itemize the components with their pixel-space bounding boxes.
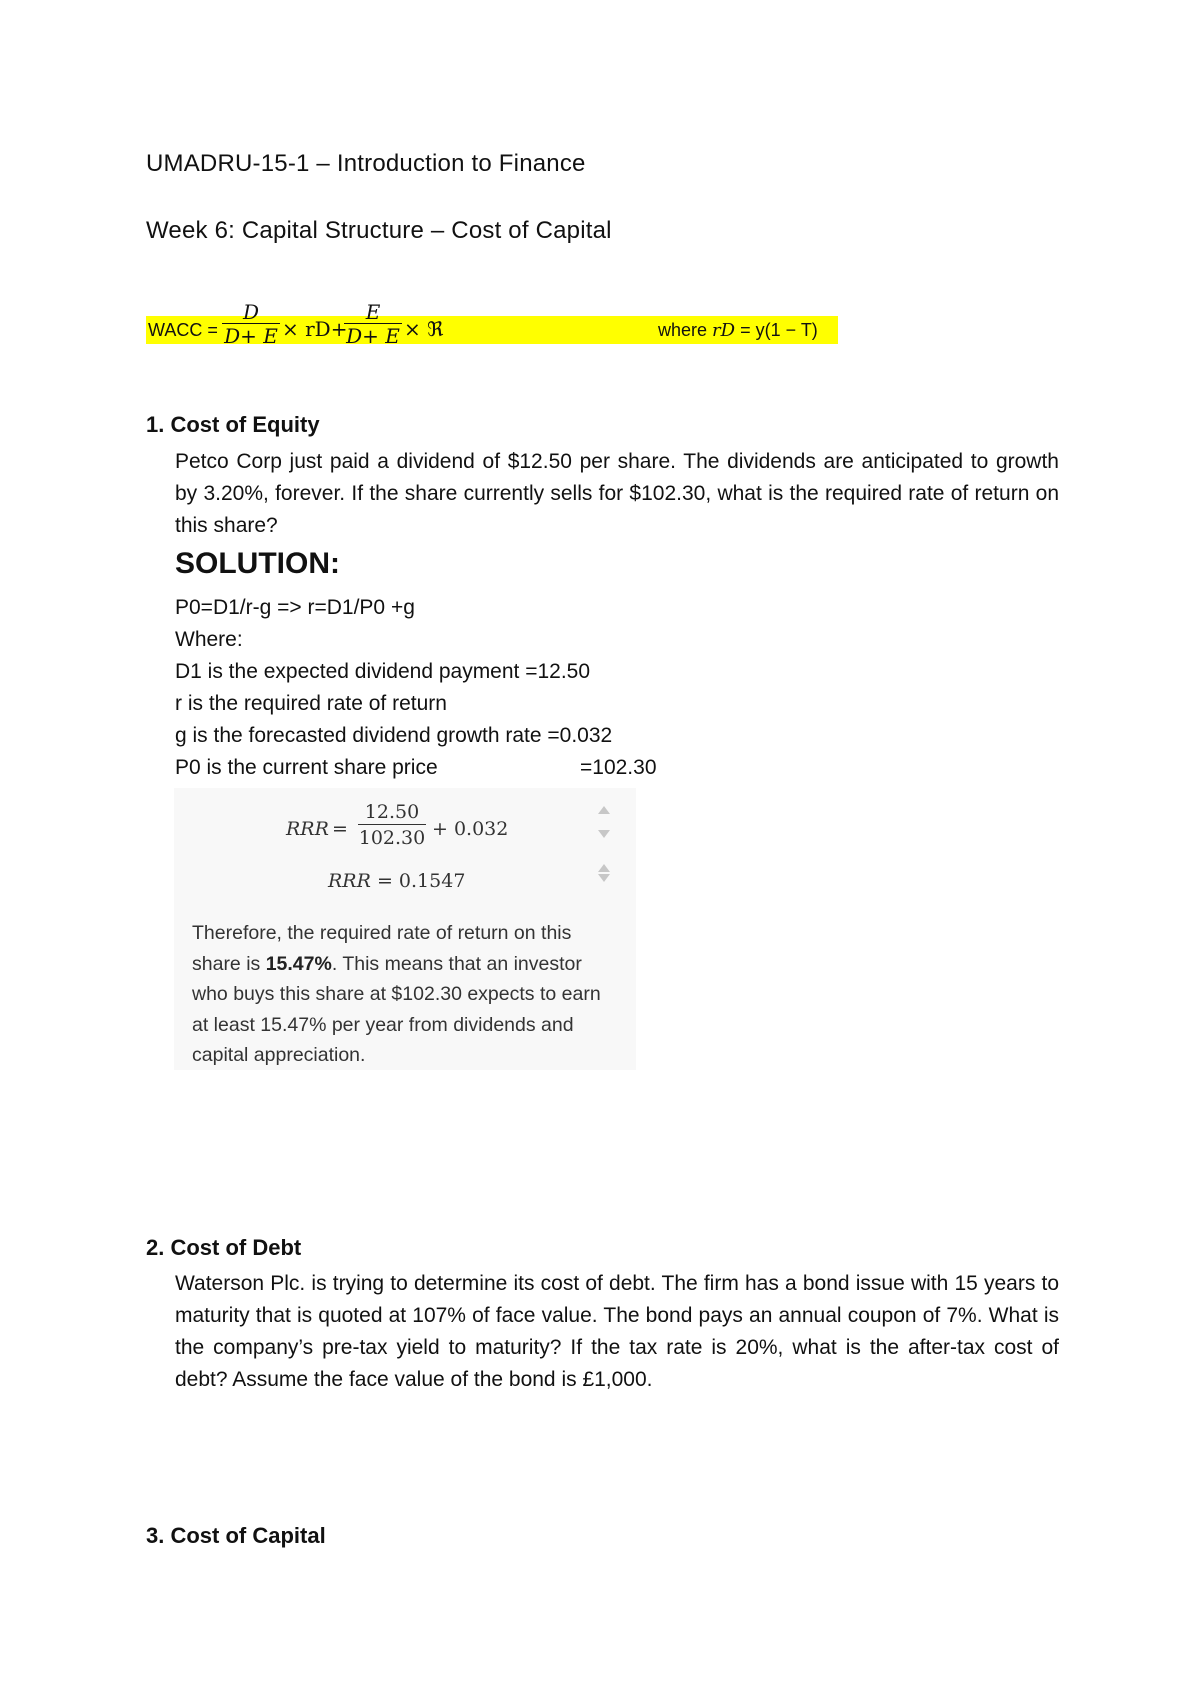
eq1-numerator: 12.50	[358, 800, 426, 825]
question-cost-of-equity: Petco Corp just paid a dividend of $12.50 per share. The dividends are anticipated to growth by 3.20%, forever. If the share currently sells for $102.30, what is the required rate of return on this share?	[175, 450, 1059, 537]
wacc-fraction-equity	[344, 301, 402, 348]
where-expression: = y(1 − T)	[740, 320, 818, 340]
equation-rrr-result	[328, 870, 465, 892]
wacc-label: WACC =	[148, 320, 218, 340]
conclusion-text-start: Therefore, the required rate of return on this share is	[192, 922, 572, 975]
where-label: where	[658, 320, 708, 340]
definition-r: r is the required rate of return	[175, 692, 447, 715]
solution-where: Where:	[175, 628, 243, 651]
wacc-equity-term: × ℜ	[404, 317, 444, 341]
section-heading-cost-of-capital: 3. Cost of Capital	[146, 1523, 326, 1548]
fraction-denominator: D+ E	[346, 324, 400, 348]
solution-title: SOLUTION:	[175, 547, 340, 580]
solution-panel	[174, 788, 636, 1070]
eq2-rhs: = 0.1547	[376, 870, 466, 892]
week-title: Week 6: Capital Structure – Cost of Capital	[146, 217, 612, 244]
definition-g: g is the forecasted dividend growth rate =0.032	[175, 724, 613, 747]
eq1-denominator: 102.30	[358, 827, 426, 849]
fraction-numerator: E	[344, 301, 402, 324]
where-variable: rD	[712, 320, 736, 341]
panel-conclusion	[192, 918, 622, 1071]
solution-formula: P0=D1/r-g => r=D1/P0 +g	[175, 596, 415, 619]
wacc-where-clause	[658, 320, 818, 341]
section-heading-cost-of-debt: 2. Cost of Debt	[146, 1235, 302, 1260]
definition-p0-value: =102.30	[580, 756, 657, 779]
wacc-formula	[146, 300, 838, 348]
fraction-denominator: D+ E	[224, 324, 278, 348]
section-heading-cost-of-equity: 1. Cost of Equity	[146, 412, 320, 437]
course-title: UMADRU-15-1 – Introduction to Finance	[146, 150, 586, 177]
definition-p0: P0 is the current share price	[175, 756, 438, 779]
wacc-fraction-debt	[222, 301, 280, 348]
conclusion-text-end: . This means that an investor who buys this share at $102.30 expects to earn at least 15.47% per year from dividends and capital appreciation.	[192, 952, 601, 1066]
wacc-debt-term: × rD+	[282, 317, 348, 341]
eq2-lhs: RRR	[328, 870, 371, 892]
definition-d1: D1 is the expected dividend payment =12.50	[175, 660, 591, 683]
eq1-fraction	[358, 800, 426, 851]
fraction-numerator: D	[222, 301, 280, 324]
eq1-plus-term: + 0.032	[432, 818, 509, 840]
scroll-down-icon[interactable]	[598, 830, 610, 838]
conclusion-rate: 15.47%	[265, 952, 332, 975]
scroll-expand-icon[interactable]	[598, 864, 610, 882]
eq1-lhs: RRR	[286, 818, 329, 840]
question-cost-of-debt: Waterson Plc. is trying to determine its cost of debt. The firm has a bond issue with 15 years to maturity that is quoted at 107% of face value. The bond pays an annual coupon of 7%. What is the company’s pre-tax yield to maturity? If the tax rate is 20%, what is the after-tax cost of debt? Assume the face value of the bond is £1,000.	[175, 1272, 1059, 1391]
eq1-equals: =	[332, 818, 348, 840]
scroll-up-icon[interactable]	[598, 806, 610, 814]
